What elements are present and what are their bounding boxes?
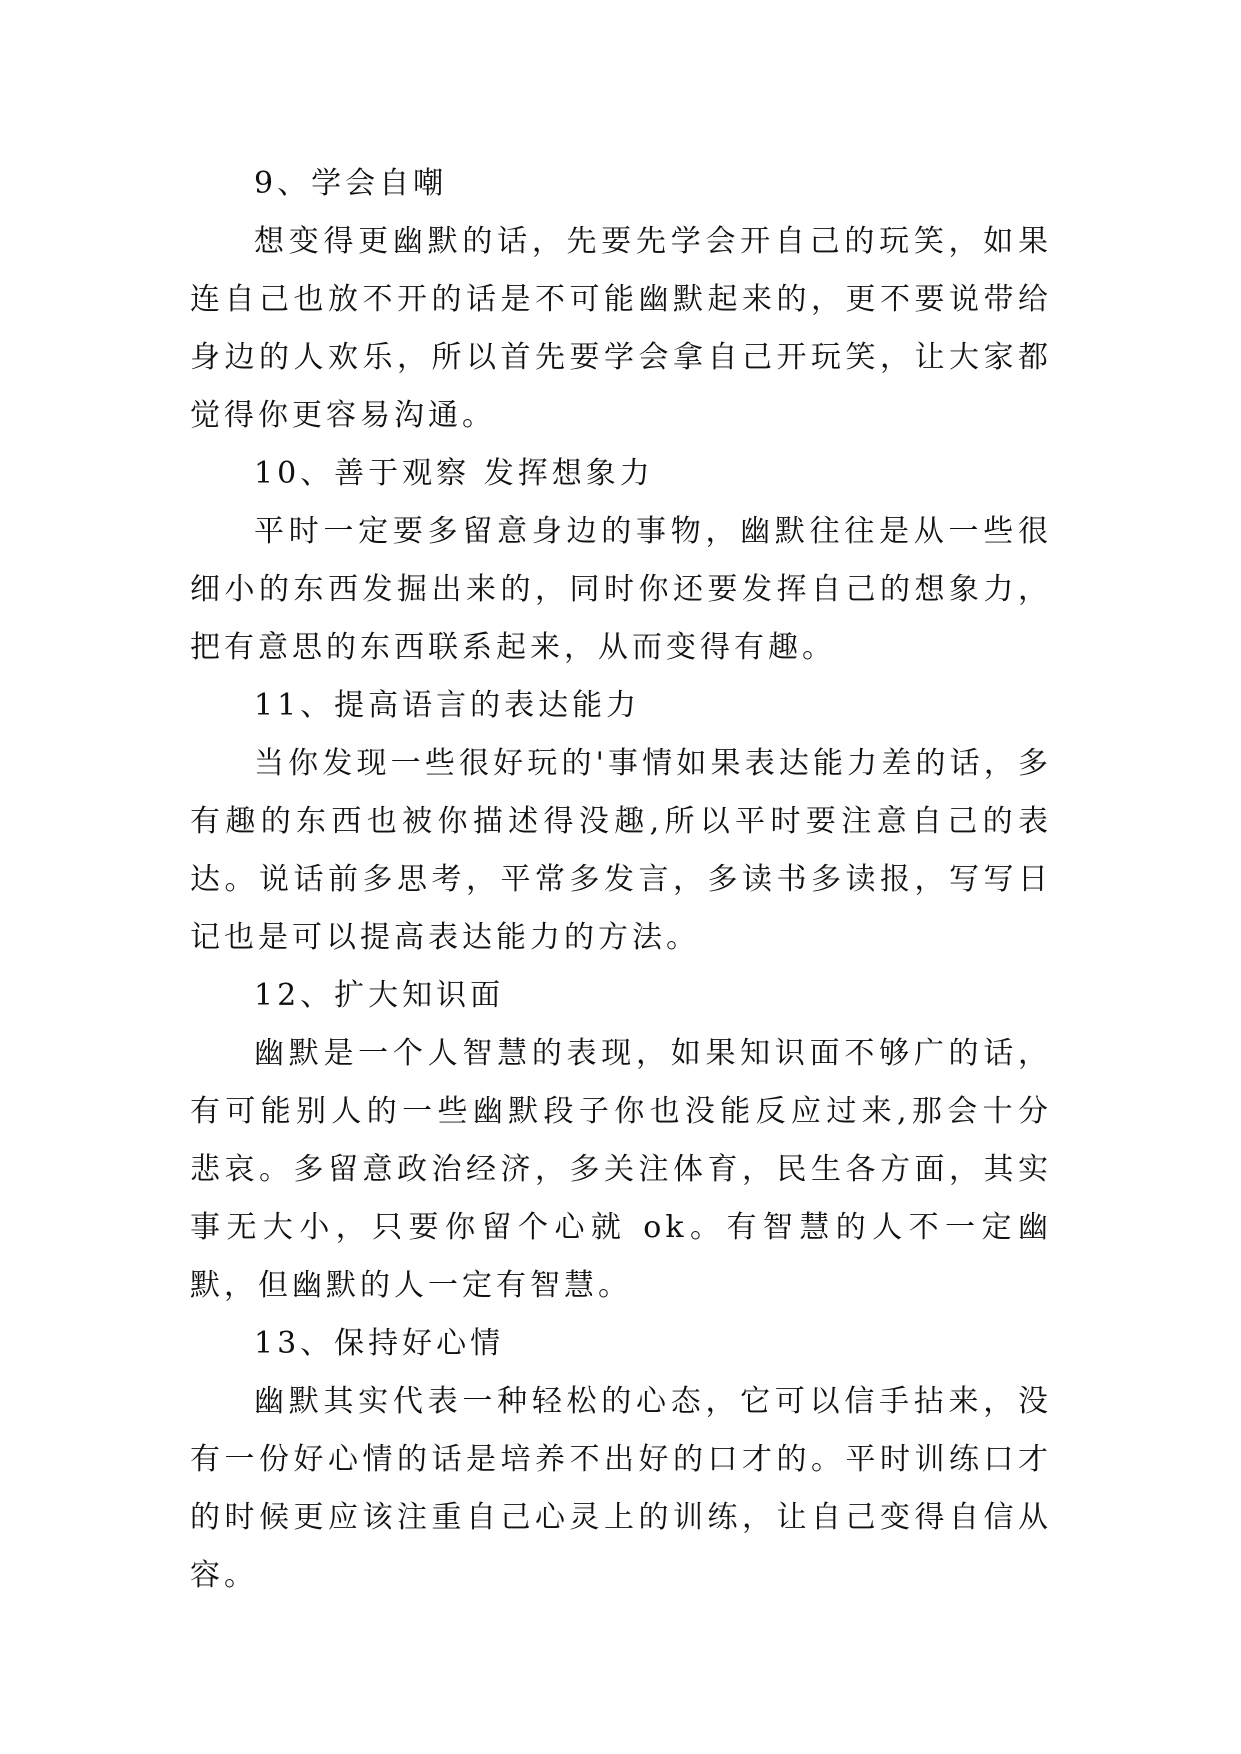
section-heading-13: 13、保持好心情 [254, 1326, 505, 1361]
section-heading-9: 9、学会自嘲 [254, 166, 448, 201]
section-body-9: 想变得更幽默的话，先要先学会开自己的玩笑，如果连自己也放不开的话是不可能幽默起来的，更不要说带给身边的人欢乐，所以首先要学会拿自己开玩笑，让大家都觉得你更容易沟通。 [190, 224, 1052, 433]
section-heading-10: 10、善于观察 发挥想象力 [254, 456, 654, 491]
section-heading-12: 12、扩大知识面 [254, 978, 505, 1013]
section-body-13: 幽默其实代表一种轻松的心态，它可以信手拈来，没有一份好心情的话是培养不出好的口才的。平时训练口才的时候更应该注重自己心灵上的训练，让自己变得自信从容。 [190, 1384, 1052, 1593]
section-heading-11: 11、提高语言的表达能力 [254, 688, 641, 723]
section-body-12: 幽默是一个人智慧的表现，如果知识面不够广的话，有可能别人的一些幽默段子你也没能反应过来,那会十分悲哀。多留意政治经济，多关注体育，民生各方面，其实事无大小，只要你留个心就 ok。有智慧的人不一定幽默，但幽默的人一定有智慧。 [190, 1036, 1052, 1303]
section-body-11: 当你发现一些很好玩的'事情如果表达能力差的话，多有趣的东西也被你描述得没趣,所以平时要注意自己的表达。说话前多思考，平常多发言，多读书多读报，写写日记也是可以提高表达能力的方法。 [190, 746, 1052, 955]
section-body-10: 平时一定要多留意身边的事物，幽默往往是从一些很细小的东西发掘出来的，同时你还要发挥自己的想象力，把有意思的东西联系起来，从而变得有趣。 [190, 514, 1052, 665]
document-page [190, 155, 1052, 1605]
